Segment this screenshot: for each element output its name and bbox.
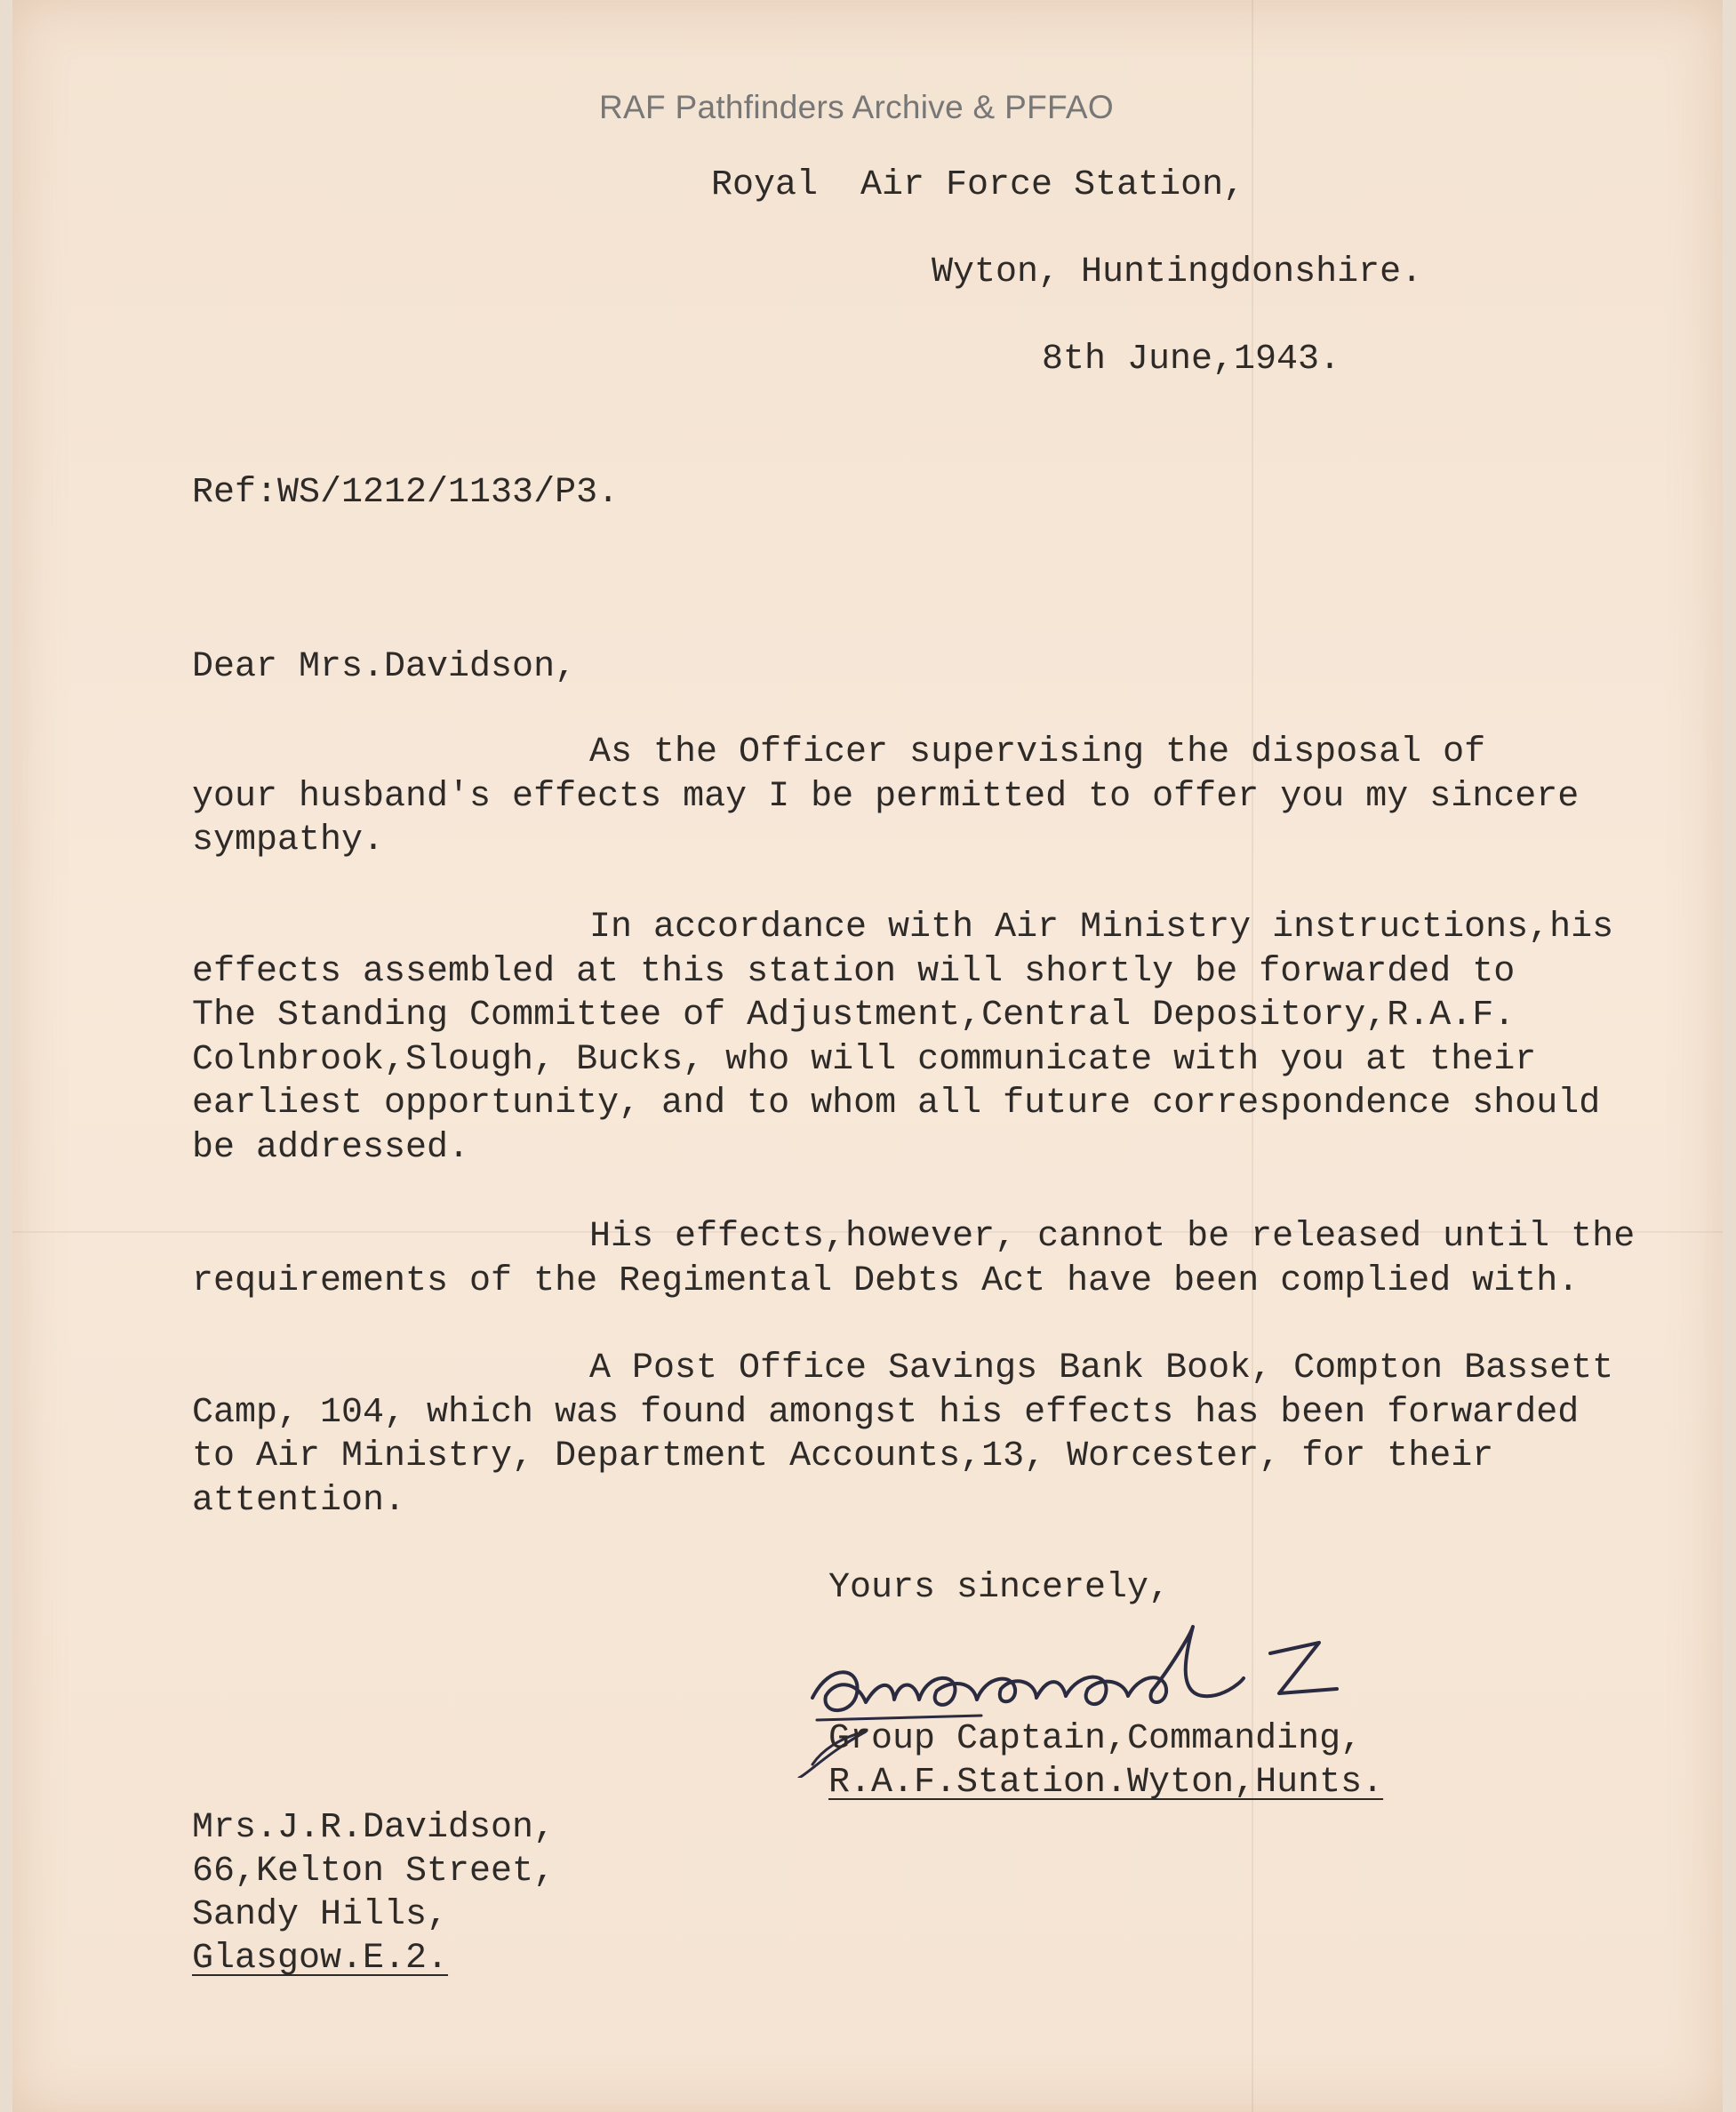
paragraph-line: your husband's effects may I be permitted to offer you my sincere bbox=[192, 776, 1580, 817]
paragraph-line: Colnbrook,Slough, Bucks, who will communicate with you at their bbox=[192, 1039, 1537, 1080]
recipient-name: Mrs.J.R.Davidson, bbox=[192, 1808, 556, 1848]
recipient-district: Sandy Hills, bbox=[192, 1895, 449, 1935]
paragraph-line: In accordance with Air Ministry instructions,his bbox=[589, 908, 1614, 948]
signatory-station: R.A.F.Station.Wyton,Hunts. bbox=[828, 1763, 1384, 1803]
salutation: Dear Mrs.Davidson, bbox=[192, 647, 577, 687]
paragraph-2 bbox=[192, 906, 1685, 1170]
recipient-city: Glasgow.E.2. bbox=[192, 1939, 449, 1979]
paragraph-4 bbox=[192, 1347, 1685, 1523]
letter-date: 8th June,1943. bbox=[1042, 340, 1341, 380]
paragraph-line: Camp, 104, which was found amongst his effects has been forwarded bbox=[192, 1392, 1580, 1433]
signatory-title: Group Captain,Commanding, bbox=[828, 1719, 1363, 1759]
paragraph-line: requirements of the Regimental Debts Act have been complied with. bbox=[192, 1260, 1580, 1301]
paragraph-line: earliest opportunity, and to whom all future correspondence should bbox=[192, 1084, 1601, 1124]
paragraph-line: The Standing Committee of Adjustment,Central Depository,R.A.F. bbox=[192, 996, 1516, 1036]
paragraph-line: As the Officer supervising the disposal of bbox=[589, 732, 1486, 772]
paragraph-line: A Post Office Savings Bank Book, Compton Bassett bbox=[589, 1348, 1614, 1388]
paragraph-line: His effects,however, cannot be released until the bbox=[589, 1217, 1636, 1257]
paragraph-line: sympathy. bbox=[192, 820, 385, 860]
paragraph-line: be addressed. bbox=[192, 1127, 470, 1168]
paragraph-line: to Air Ministry, Department Accounts,13, Worcester, for their bbox=[192, 1436, 1494, 1476]
paragraph-line: attention. bbox=[192, 1480, 406, 1521]
archive-watermark: RAF Pathfinders Archive & PFFAO bbox=[599, 89, 1114, 125]
reference-number: Ref:WS/1212/1133/P3. bbox=[192, 473, 620, 513]
station-address-line2: Wyton, Huntingdonshire. bbox=[932, 252, 1423, 292]
station-address-line1: Royal Air Force Station, bbox=[711, 165, 1245, 205]
paragraph-1 bbox=[192, 731, 1685, 863]
paragraph-line: effects assembled at this station will shortly be forwarded to bbox=[192, 951, 1516, 992]
recipient-street: 66,Kelton Street, bbox=[192, 1852, 556, 1892]
closing: Yours sincerely, bbox=[828, 1568, 1171, 1608]
paragraph-3 bbox=[192, 1215, 1685, 1303]
letter-page bbox=[12, 0, 1723, 2112]
